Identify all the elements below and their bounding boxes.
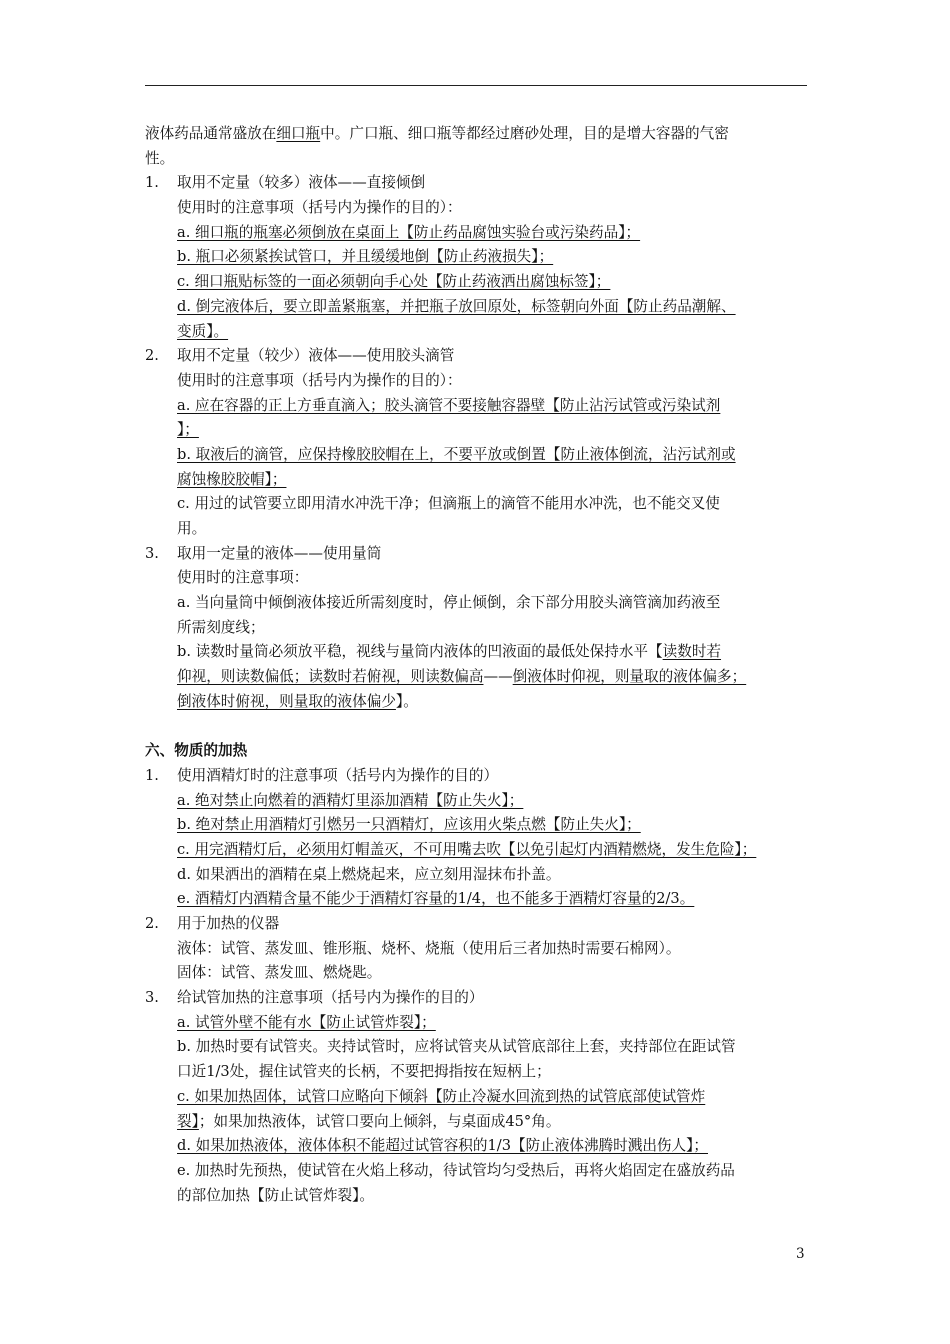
- underlined-text: 裂】: [177, 1112, 199, 1130]
- underlined-text: 读数时若: [662, 643, 722, 661]
- underlined-text: b. 瓶口必须紧挨试管口，并且缓缓地倒【防止药液损失】；: [177, 248, 554, 266]
- underlined-text: a. 应在容器的正上方垂直滴入；胶头滴管不要接触容器壁【防止沾污试管或污染试剂: [177, 396, 721, 414]
- text-segment: e. 加热时先预热，使试管在火焰上移动，待试管均匀受热后，再将火焰固定在盛放药品: [177, 1161, 735, 1179]
- text-segment: 中。广口瓶、细口瓶等都经过磨砂处理，目的是增大容器的气密: [320, 125, 729, 142]
- text-segment: 】。: [395, 692, 418, 710]
- text-segment: 使用时的注意事项（括号内为操作的目的）：: [177, 199, 462, 217]
- underlined-text: 仰视，则读数偏低；读数时若俯视，则读数偏高: [177, 668, 484, 686]
- text-segment: 性。: [145, 149, 175, 167]
- section-heading: [145, 739, 810, 764]
- underlined-text: 倒液体时仰视，则量取的液体偏多；: [512, 668, 747, 686]
- list-number: 3.: [145, 544, 159, 562]
- list-item-line: [145, 690, 810, 715]
- underlined-text: 】；: [177, 421, 199, 439]
- list-item-line: [145, 418, 810, 443]
- list-item-line: [145, 1011, 810, 1036]
- list-item-line: [145, 961, 810, 986]
- underlined-text: b. 取液后的滴管，应保持橡胶胶帽在上，不要平放或倒置【防止液体倒流，沾污试剂或: [177, 445, 736, 463]
- text-segment: ；如果加热液体，试管口要向上倾斜，与桌面成45°角。: [198, 1112, 561, 1130]
- list-item-line: [145, 320, 810, 345]
- underlined-text: e. 酒精灯内酒精含量不能少于酒精灯容量的1/4，也不能多于酒精灯容量的2/3。: [177, 890, 695, 908]
- list-number: 3.: [145, 989, 159, 1007]
- underlined-text: d. 倒完液体后，要立即盖紧瓶塞，并把瓶子放回原处，标签朝向外面【防止药品潮解、: [177, 297, 736, 315]
- list-item-line: [145, 665, 810, 690]
- text-segment: 用。: [177, 520, 207, 537]
- text-segment: 用于加热的仪器: [177, 915, 280, 932]
- list-item-line: [145, 838, 810, 863]
- list-number: 2.: [145, 915, 159, 932]
- text-segment: b. 读数时量筒必须放平稳，视线与量筒内液体的凹液面的最低处保持水平【: [177, 643, 663, 661]
- text-segment: 取用不定量（较少）液体——使用胶头滴管: [177, 347, 455, 365]
- text-segment: c. 用过的试管要立即用清水冲洗干净；但滴瓶上的滴管不能用水冲洗，也不能交叉使: [177, 495, 720, 513]
- list-item-title: [145, 344, 810, 369]
- underlined-text: c. 细口瓶贴标签的一面必须朝向手心处【防止药液洒出腐蚀标签】；: [177, 273, 611, 291]
- text-segment: 使用时的注意事项（括号内为操作的目的）：: [177, 371, 462, 389]
- list-item-line: [145, 616, 810, 641]
- text-segment: 给试管加热的注意事项（括号内为操作的目的）: [177, 989, 484, 1007]
- list-item-line: [145, 591, 810, 616]
- underlined-text: c. 用完酒精灯后，必须用灯帽盖灭，不可用嘴去吹【以免引起灯内酒精燃烧，发生危险】；: [177, 840, 757, 858]
- document-body: [145, 122, 810, 1208]
- list-item-line: [145, 1110, 810, 1135]
- list-item-line: [145, 468, 810, 493]
- list-item-line: [145, 245, 810, 270]
- page-number: 3: [796, 1246, 805, 1262]
- list-item-line: [145, 295, 810, 320]
- list-item-line: [145, 813, 810, 838]
- list-item-title: [145, 986, 810, 1011]
- text-segment: 的部位加热【防止试管炸裂】。: [177, 1186, 375, 1204]
- list-number: 1.: [145, 174, 159, 192]
- underlined-text: a. 细口瓶的瓶塞必须倒放在桌面上【防止药品腐蚀实验台或污染药品】；: [177, 223, 641, 241]
- text-segment: 取用不定量（较多）液体——直接倾倒: [177, 174, 426, 192]
- list-item-line: [145, 1184, 810, 1209]
- underlined-text: a. 试管外壁不能有水【防止试管炸裂】；: [177, 1013, 436, 1031]
- list-item-line: [145, 1085, 810, 1110]
- section-spacer: [145, 715, 810, 740]
- intro-line: [145, 122, 810, 147]
- text-segment: 使用时的注意事项：: [177, 569, 309, 587]
- list-item-line: [145, 1134, 810, 1159]
- underlined-text: 细口瓶: [276, 125, 321, 142]
- text-segment: 口近1/3处，握住试管夹的长柄，不要把拇指按在短柄上；: [177, 1063, 551, 1081]
- underlined-text: b. 绝对禁止用酒精灯引燃另一只酒精灯，应该用火柴点燃【防止失火】；: [177, 816, 641, 834]
- text-segment: b. 加热时要有试管夹。夹持试管时，应将试管夹从试管底部往上套，夹持部位在距试管: [177, 1038, 736, 1056]
- list-item-line: [145, 937, 810, 962]
- underlined-text: d. 如果加热液体，液体体积不能超过试管容积的1/3【防止液体沸腾时溅出伤人】；: [177, 1137, 708, 1155]
- text-segment: 六、物质的加热: [145, 742, 248, 760]
- text-segment: d. 如果洒出的酒精在桌上燃烧起来，应立刻用湿抹布扑盖。: [177, 865, 561, 883]
- list-item-line: [145, 270, 810, 295]
- intro-line: [145, 147, 810, 172]
- list-item-line: [145, 887, 810, 912]
- list-item-line: [145, 640, 810, 665]
- list-item-line: [145, 394, 810, 419]
- list-item-line: [145, 492, 810, 517]
- list-item-title: [145, 764, 810, 789]
- text-segment: 固体：试管、蒸发皿、燃烧匙。: [177, 964, 382, 982]
- text-segment: 液体药品通常盛放在: [145, 125, 277, 142]
- list-item-subtitle: [145, 369, 810, 394]
- list-item-title: [145, 542, 810, 567]
- list-item-line: [145, 443, 810, 468]
- list-item-title: [145, 171, 810, 196]
- underlined-text: 变质】。: [177, 322, 229, 340]
- text-segment: 使用酒精灯时的注意事项（括号内为操作的目的）: [177, 766, 499, 784]
- list-item-subtitle: [145, 196, 810, 221]
- list-item-line: [145, 1060, 810, 1085]
- list-item-subtitle: [145, 566, 810, 591]
- list-item-line: [145, 863, 810, 888]
- underlined-text: 倒液体时俯视，则量取的液体偏少: [177, 692, 396, 710]
- text-segment: 所需刻度线；: [177, 618, 265, 636]
- underlined-text: c. 如果加热固体，试管口应略向下倾斜【防止冷凝水回流到热的试管底部使试管炸: [177, 1087, 706, 1105]
- text-segment: ——: [483, 668, 513, 686]
- list-number: 1.: [145, 766, 159, 784]
- list-number: 2.: [145, 347, 159, 365]
- text-segment: 液体：试管、蒸发皿、锥形瓶、烧杯、烧瓶（使用后三者加热时需要石棉网）。: [177, 939, 681, 957]
- underlined-text: a. 绝对禁止向燃着的酒精灯里添加酒精【防止失火】；: [177, 791, 524, 809]
- list-item-line: [145, 517, 810, 542]
- underlined-text: 腐蚀橡胶胶帽】；: [177, 470, 287, 488]
- header-rule: [145, 85, 807, 86]
- list-item-title: [145, 912, 810, 937]
- list-item-line: [145, 1035, 810, 1060]
- list-item-line: [145, 1159, 810, 1184]
- text-segment: a. 当向量筒中倾倒液体接近所需刻度时，停止倾倒，余下部分用胶头滴管滴加药液至: [177, 594, 721, 612]
- list-item-line: [145, 789, 810, 814]
- text-segment: 取用一定量的液体——使用量筒: [177, 544, 382, 562]
- list-item-line: [145, 221, 810, 246]
